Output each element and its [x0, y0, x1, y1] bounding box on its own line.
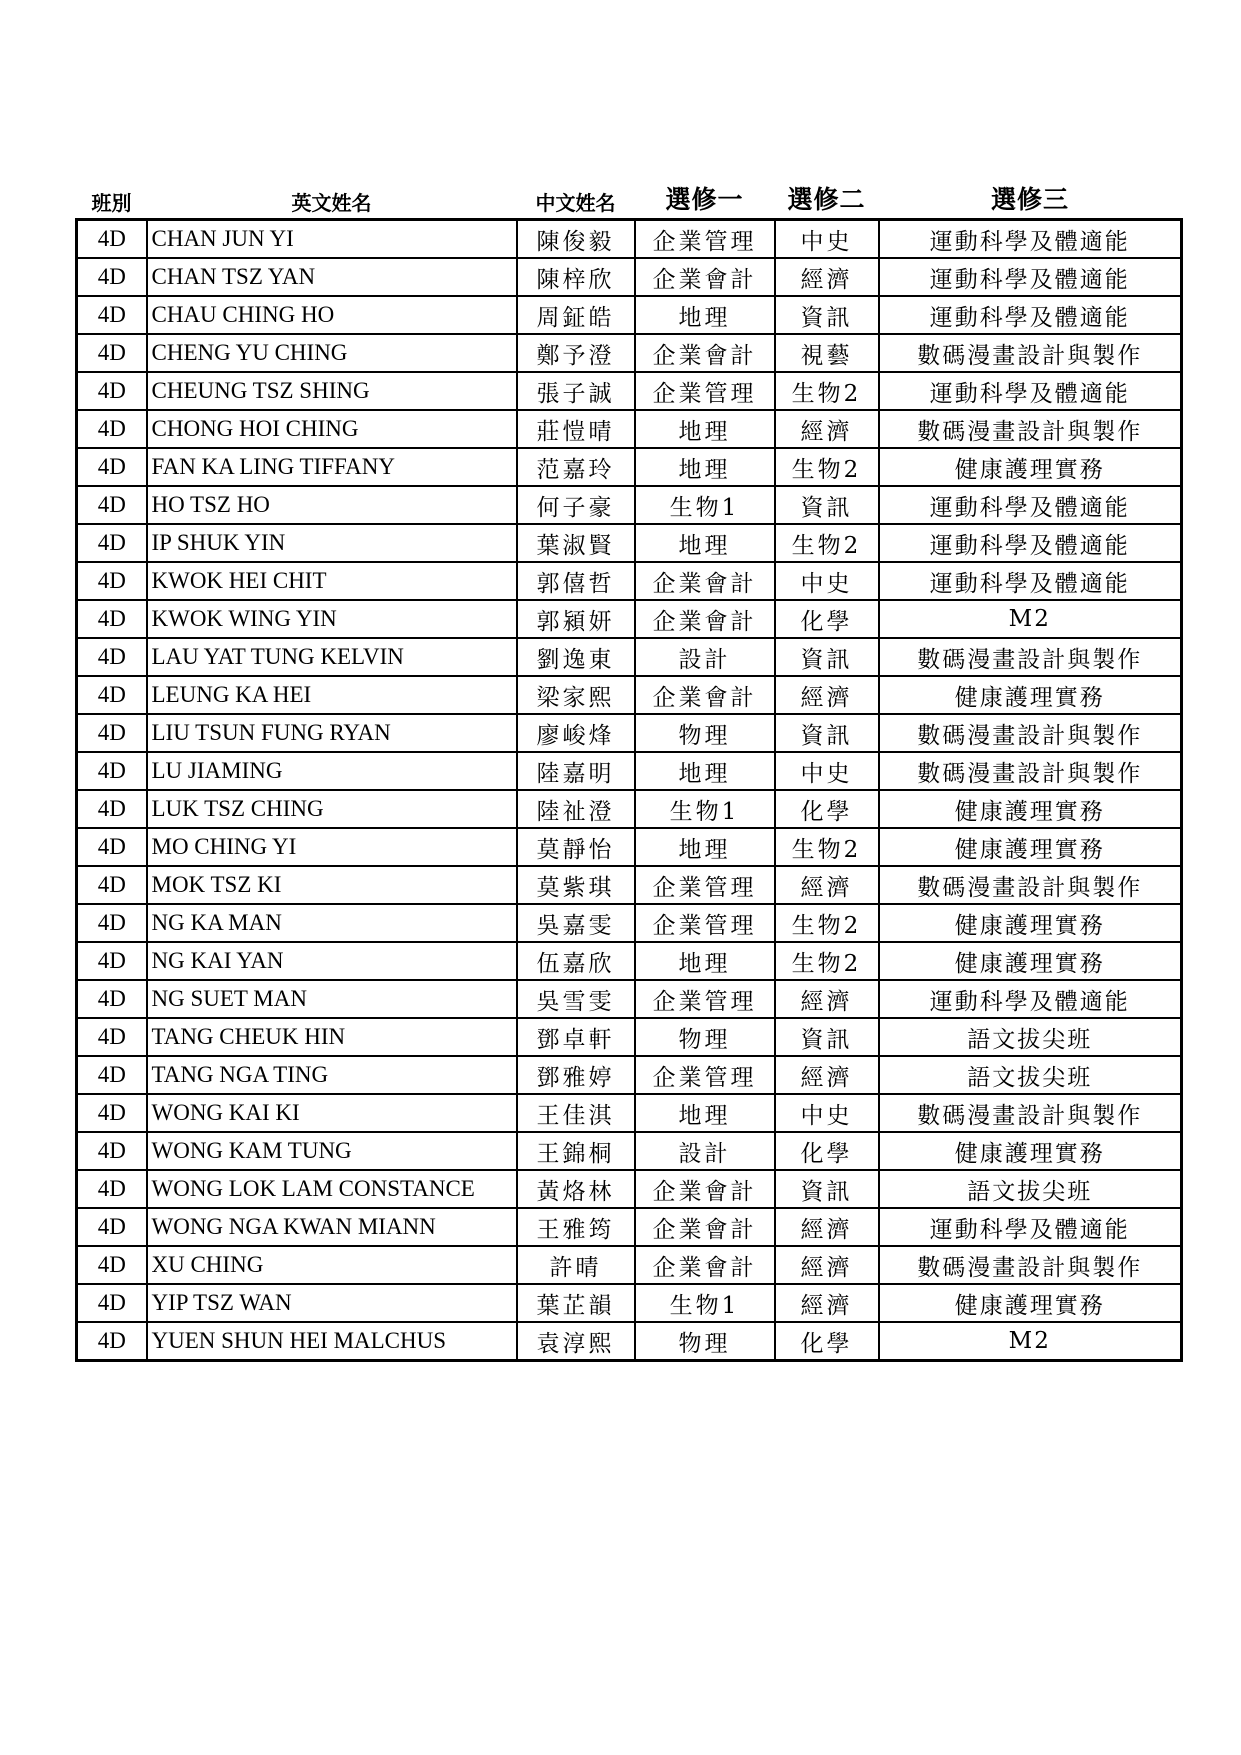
cell-elective-2: 中史 [775, 752, 879, 790]
cell-class: 4D [77, 524, 147, 562]
cell-class: 4D [77, 1208, 147, 1246]
cell-chinese-name: 吳嘉雯 [517, 904, 635, 942]
cell-class: 4D [77, 752, 147, 790]
table-row [77, 1322, 1182, 1361]
cell-elective-3: 健康護理實務 [879, 828, 1182, 866]
cell-class: 4D [77, 828, 147, 866]
table-row [77, 1170, 1182, 1208]
table-row [77, 714, 1182, 752]
cell-elective-3: 運動科學及體適能 [879, 524, 1182, 562]
cell-english-name: CHONG HOI CHING [147, 410, 517, 448]
cell-english-name: CHAN JUN YI [147, 220, 517, 259]
cell-elective-1: 地理 [635, 296, 775, 334]
cell-elective-1: 生物1 [635, 486, 775, 524]
cell-class: 4D [77, 1018, 147, 1056]
table-row [77, 448, 1182, 486]
cell-elective-2: 化學 [775, 790, 879, 828]
table-row [77, 410, 1182, 448]
cell-elective-3: 運動科學及體適能 [879, 1208, 1182, 1246]
cell-english-name: XU CHING [147, 1246, 517, 1284]
cell-elective-1: 設計 [635, 638, 775, 676]
cell-elective-2: 化學 [775, 1322, 879, 1361]
cell-elective-1: 設計 [635, 1132, 775, 1170]
cell-elective-1: 企業會計 [635, 562, 775, 600]
cell-elective-3: 健康護理實務 [879, 448, 1182, 486]
cell-elective-3: 健康護理實務 [879, 790, 1182, 828]
cell-english-name: LEUNG KA HEI [147, 676, 517, 714]
cell-elective-1: 企業會計 [635, 1170, 775, 1208]
cell-elective-1: 地理 [635, 828, 775, 866]
table-row [77, 1208, 1182, 1246]
cell-elective-1: 企業管理 [635, 1056, 775, 1094]
cell-chinese-name: 郭僖哲 [517, 562, 635, 600]
cell-chinese-name: 鄧卓軒 [517, 1018, 635, 1056]
cell-elective-2: 經濟 [775, 866, 879, 904]
cell-elective-3: 運動科學及體適能 [879, 258, 1182, 296]
cell-english-name: TANG CHEUK HIN [147, 1018, 517, 1056]
cell-elective-1: 地理 [635, 752, 775, 790]
cell-class: 4D [77, 1056, 147, 1094]
cell-chinese-name: 梁家熙 [517, 676, 635, 714]
cell-class: 4D [77, 1246, 147, 1284]
cell-chinese-name: 陳梓欣 [517, 258, 635, 296]
table-row [77, 638, 1182, 676]
cell-elective-3: 健康護理實務 [879, 904, 1182, 942]
cell-english-name: TANG NGA TING [147, 1056, 517, 1094]
cell-chinese-name: 陸祉澄 [517, 790, 635, 828]
cell-english-name: NG KA MAN [147, 904, 517, 942]
cell-elective-3: 運動科學及體適能 [879, 372, 1182, 410]
cell-elective-3: 運動科學及體適能 [879, 220, 1182, 259]
cell-elective-3: M2 [879, 1322, 1182, 1361]
cell-elective-3: 數碼漫畫設計與製作 [879, 1246, 1182, 1284]
cell-english-name: LAU YAT TUNG KELVIN [147, 638, 517, 676]
cell-elective-2: 經濟 [775, 258, 879, 296]
cell-elective-2: 化學 [775, 1132, 879, 1170]
cell-english-name: WONG LOK LAM CONSTANCE [147, 1170, 517, 1208]
cell-elective-1: 生物1 [635, 1284, 775, 1322]
cell-english-name: MOK TSZ KI [147, 866, 517, 904]
cell-chinese-name: 郭潁妍 [517, 600, 635, 638]
cell-elective-2: 化學 [775, 600, 879, 638]
cell-elective-3: M2 [879, 600, 1182, 638]
cell-chinese-name: 葉芷韻 [517, 1284, 635, 1322]
cell-english-name: HO TSZ HO [147, 486, 517, 524]
cell-chinese-name: 王錦桐 [517, 1132, 635, 1170]
cell-elective-2: 經濟 [775, 410, 879, 448]
table-row [77, 1018, 1182, 1056]
cell-elective-2: 經濟 [775, 1246, 879, 1284]
cell-elective-2: 生物2 [775, 524, 879, 562]
table-row [77, 942, 1182, 980]
cell-elective-3: 語文拔尖班 [879, 1018, 1182, 1056]
cell-chinese-name: 莊愷晴 [517, 410, 635, 448]
cell-elective-3: 數碼漫畫設計與製作 [879, 638, 1182, 676]
cell-chinese-name: 鄧雅婷 [517, 1056, 635, 1094]
table-row [77, 676, 1182, 714]
table-header [77, 180, 1182, 220]
cell-class: 4D [77, 486, 147, 524]
table-row [77, 562, 1182, 600]
cell-class: 4D [77, 448, 147, 486]
cell-elective-1: 企業管理 [635, 220, 775, 259]
cell-english-name: CHEUNG TSZ SHING [147, 372, 517, 410]
cell-english-name: KWOK WING YIN [147, 600, 517, 638]
cell-elective-1: 企業會計 [635, 258, 775, 296]
cell-elective-1: 生物1 [635, 790, 775, 828]
cell-elective-1: 企業管理 [635, 372, 775, 410]
cell-english-name: LUK TSZ CHING [147, 790, 517, 828]
cell-class: 4D [77, 866, 147, 904]
cell-elective-3: 語文拔尖班 [879, 1170, 1182, 1208]
cell-elective-1: 地理 [635, 942, 775, 980]
table-row [77, 486, 1182, 524]
table-row [77, 904, 1182, 942]
cell-chinese-name: 吳雪雯 [517, 980, 635, 1018]
cell-english-name: YIP TSZ WAN [147, 1284, 517, 1322]
cell-class: 4D [77, 1170, 147, 1208]
table-row [77, 334, 1182, 372]
table-row [77, 1284, 1182, 1322]
cell-elective-2: 生物2 [775, 448, 879, 486]
cell-elective-1: 地理 [635, 1094, 775, 1132]
header-class: 班別 [91, 191, 132, 215]
table-row [77, 1094, 1182, 1132]
cell-elective-2: 視藝 [775, 334, 879, 372]
table-row [77, 1246, 1182, 1284]
cell-elective-2: 經濟 [775, 1208, 879, 1246]
cell-elective-3: 運動科學及體適能 [879, 486, 1182, 524]
cell-chinese-name: 何子豪 [517, 486, 635, 524]
cell-elective-3: 語文拔尖班 [879, 1056, 1182, 1094]
header-elective-1: 選修一 [665, 185, 744, 214]
cell-chinese-name: 鄭予澄 [517, 334, 635, 372]
cell-chinese-name: 葉淑賢 [517, 524, 635, 562]
cell-english-name: WONG NGA KWAN MIANN [147, 1208, 517, 1246]
cell-chinese-name: 伍嘉欣 [517, 942, 635, 980]
cell-elective-1: 物理 [635, 1018, 775, 1056]
cell-english-name: CHAU CHING HO [147, 296, 517, 334]
header-chinese-name: 中文姓名 [535, 191, 616, 215]
cell-class: 4D [77, 676, 147, 714]
cell-class: 4D [77, 1094, 147, 1132]
table-row [77, 980, 1182, 1018]
cell-elective-1: 地理 [635, 448, 775, 486]
header-elective-3: 選修三 [990, 185, 1069, 214]
cell-english-name: LU JIAMING [147, 752, 517, 790]
cell-chinese-name: 陳俊毅 [517, 220, 635, 259]
cell-chinese-name: 王佳淇 [517, 1094, 635, 1132]
cell-english-name: WONG KAI KI [147, 1094, 517, 1132]
cell-class: 4D [77, 1322, 147, 1361]
cell-elective-3: 健康護理實務 [879, 1284, 1182, 1322]
table-row [77, 372, 1182, 410]
cell-elective-2: 中史 [775, 220, 879, 259]
cell-elective-3: 運動科學及體適能 [879, 562, 1182, 600]
table-row [77, 1056, 1182, 1094]
cell-class: 4D [77, 942, 147, 980]
cell-english-name: FAN KA LING TIFFANY [147, 448, 517, 486]
table-row [77, 1132, 1182, 1170]
cell-elective-2: 經濟 [775, 1056, 879, 1094]
table-row [77, 296, 1182, 334]
cell-class: 4D [77, 296, 147, 334]
cell-elective-2: 生物2 [775, 904, 879, 942]
cell-chinese-name: 張子誠 [517, 372, 635, 410]
cell-elective-2: 經濟 [775, 676, 879, 714]
cell-elective-2: 生物2 [775, 372, 879, 410]
cell-elective-3: 數碼漫畫設計與製作 [879, 866, 1182, 904]
cell-english-name: NG SUET MAN [147, 980, 517, 1018]
cell-elective-2: 經濟 [775, 980, 879, 1018]
cell-elective-2: 資訊 [775, 296, 879, 334]
cell-elective-1: 企業會計 [635, 1246, 775, 1284]
cell-chinese-name: 陸嘉明 [517, 752, 635, 790]
cell-class: 4D [77, 904, 147, 942]
cell-elective-3: 數碼漫畫設計與製作 [879, 1094, 1182, 1132]
cell-class: 4D [77, 562, 147, 600]
cell-elective-2: 資訊 [775, 714, 879, 752]
cell-class: 4D [77, 220, 147, 259]
cell-english-name: YUEN SHUN HEI MALCHUS [147, 1322, 517, 1361]
cell-english-name: CHENG YU CHING [147, 334, 517, 372]
cell-elective-1: 企業會計 [635, 600, 775, 638]
cell-elective-1: 企業會計 [635, 1208, 775, 1246]
table-row [77, 220, 1182, 259]
cell-class: 4D [77, 334, 147, 372]
cell-elective-1: 物理 [635, 714, 775, 752]
cell-english-name: KWOK HEI CHIT [147, 562, 517, 600]
cell-chinese-name: 莫靜怡 [517, 828, 635, 866]
cell-class: 4D [77, 258, 147, 296]
elective-roster-table [75, 180, 1183, 1362]
cell-elective-3: 數碼漫畫設計與製作 [879, 714, 1182, 752]
cell-elective-1: 企業管理 [635, 904, 775, 942]
cell-elective-3: 健康護理實務 [879, 676, 1182, 714]
cell-chinese-name: 廖峻烽 [517, 714, 635, 752]
cell-english-name: LIU TSUN FUNG RYAN [147, 714, 517, 752]
cell-elective-1: 企業會計 [635, 334, 775, 372]
cell-elective-2: 資訊 [775, 1018, 879, 1056]
header-row [77, 180, 1182, 220]
cell-class: 4D [77, 372, 147, 410]
cell-chinese-name: 袁淳熙 [517, 1322, 635, 1361]
cell-elective-3: 健康護理實務 [879, 1132, 1182, 1170]
cell-elective-2: 生物2 [775, 942, 879, 980]
cell-class: 4D [77, 638, 147, 676]
cell-class: 4D [77, 790, 147, 828]
cell-chinese-name: 劉逸東 [517, 638, 635, 676]
header-english-name: 英文姓名 [291, 191, 372, 215]
cell-elective-2: 中史 [775, 1094, 879, 1132]
cell-elective-2: 資訊 [775, 486, 879, 524]
cell-elective-3: 數碼漫畫設計與製作 [879, 334, 1182, 372]
cell-elective-2: 經濟 [775, 1284, 879, 1322]
cell-chinese-name: 周鉦皓 [517, 296, 635, 334]
table-body [77, 220, 1182, 1361]
cell-elective-3: 數碼漫畫設計與製作 [879, 752, 1182, 790]
cell-chinese-name: 黃烙林 [517, 1170, 635, 1208]
cell-chinese-name: 范嘉玲 [517, 448, 635, 486]
cell-chinese-name: 莫紫琪 [517, 866, 635, 904]
header-elective-2: 選修二 [787, 185, 866, 214]
cell-class: 4D [77, 714, 147, 752]
cell-elective-2: 資訊 [775, 1170, 879, 1208]
cell-english-name: IP SHUK YIN [147, 524, 517, 562]
table-row [77, 600, 1182, 638]
table-row [77, 752, 1182, 790]
cell-elective-2: 資訊 [775, 638, 879, 676]
cell-class: 4D [77, 1284, 147, 1322]
cell-chinese-name: 許晴 [517, 1246, 635, 1284]
cell-chinese-name: 王雅筠 [517, 1208, 635, 1246]
cell-elective-1: 企業管理 [635, 980, 775, 1018]
table-row [77, 258, 1182, 296]
cell-english-name: WONG KAM TUNG [147, 1132, 517, 1170]
cell-elective-3: 運動科學及體適能 [879, 296, 1182, 334]
cell-english-name: CHAN TSZ YAN [147, 258, 517, 296]
cell-elective-1: 物理 [635, 1322, 775, 1361]
cell-elective-2: 生物2 [775, 828, 879, 866]
table-row [77, 524, 1182, 562]
cell-elective-1: 地理 [635, 524, 775, 562]
cell-class: 4D [77, 1132, 147, 1170]
cell-english-name: NG KAI YAN [147, 942, 517, 980]
cell-class: 4D [77, 980, 147, 1018]
table-row [77, 790, 1182, 828]
table-row [77, 866, 1182, 904]
cell-elective-2: 中史 [775, 562, 879, 600]
cell-elective-1: 企業管理 [635, 866, 775, 904]
cell-elective-3: 健康護理實務 [879, 942, 1182, 980]
cell-elective-1: 地理 [635, 410, 775, 448]
cell-class: 4D [77, 410, 147, 448]
cell-class: 4D [77, 600, 147, 638]
cell-english-name: MO CHING YI [147, 828, 517, 866]
cell-elective-3: 運動科學及體適能 [879, 980, 1182, 1018]
table-row [77, 828, 1182, 866]
cell-elective-3: 數碼漫畫設計與製作 [879, 410, 1182, 448]
cell-elective-1: 企業會計 [635, 676, 775, 714]
